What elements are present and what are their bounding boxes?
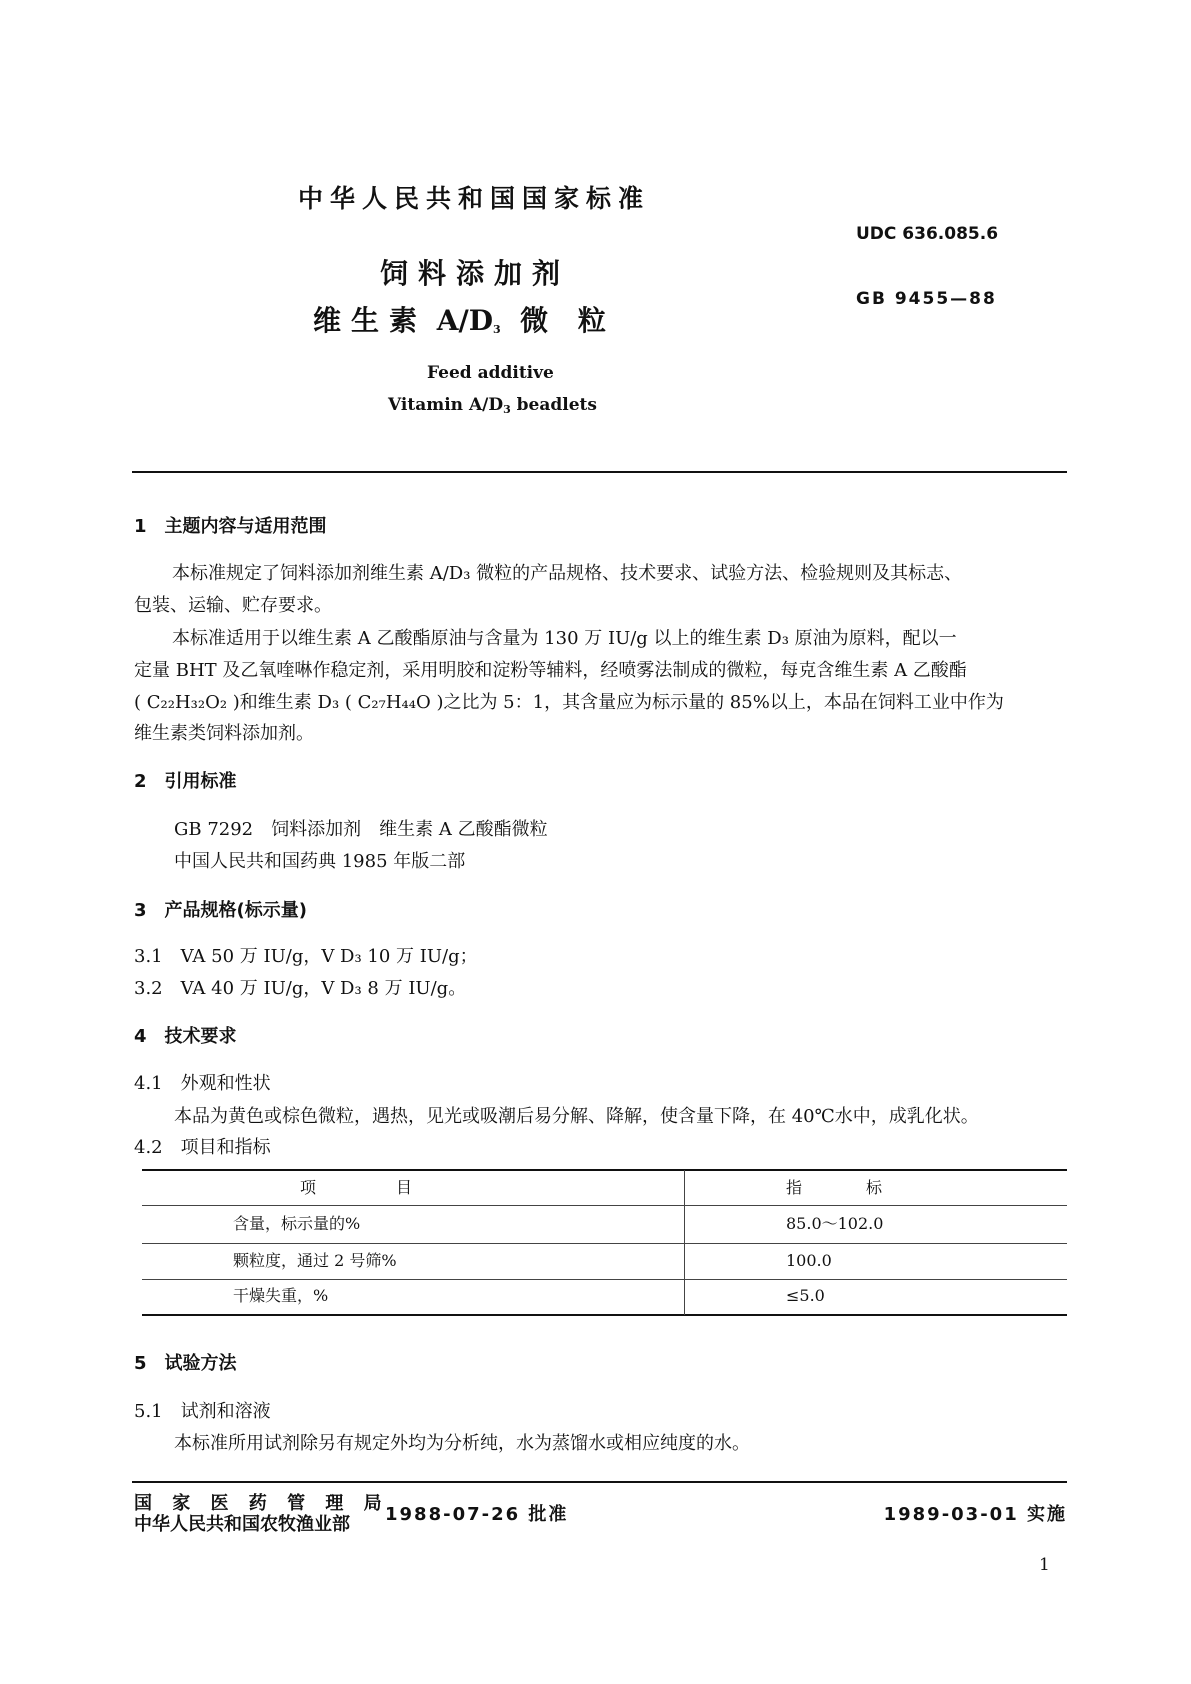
table-header: 指 标 bbox=[786, 1178, 883, 1197]
s3-line: 3.1 VA 50 万 IU/g，V D₃ 10 万 IU/g； bbox=[134, 946, 478, 967]
en-post: beadlets bbox=[510, 395, 597, 415]
s1-line: 本标准规定了饲料添加剂维生素 A/D₃ 微粒的产品规格、技术要求、试验方法、检验规则及其标志、 bbox=[172, 563, 963, 584]
table-cell: 颗粒度，通过 2 号筛% bbox=[233, 1251, 397, 1270]
s2-line: 中国人民共和国药典 1985 年版二部 bbox=[174, 851, 466, 872]
table-cell: 含量，标示量的% bbox=[233, 1214, 361, 1233]
table-bottom-rule bbox=[142, 1314, 1067, 1316]
s41-title: 4.1 外观和性状 bbox=[134, 1073, 271, 1094]
effective-date: 1989-03-01 实施 bbox=[883, 1504, 1067, 1525]
s1-line: 本标准适用于以维生素 A 乙酸酯原油与含量为 130 万 IU/g 以上的维生素 D₃ 原油为原料，配以一 bbox=[172, 628, 957, 649]
s1-line: 维生素类饲料添加剂。 bbox=[134, 723, 314, 744]
section-1-title: 1 主题内容与适用范围 bbox=[134, 516, 327, 537]
s1-line: 定量 BHT 及乙氧喹啉作稳定剂，采用明胶和淀粉等辅料，经喷雾法制成的微粒，每克含维生素 A 乙酸酯 bbox=[134, 660, 967, 681]
en-title-1: Feed additive bbox=[427, 363, 554, 383]
table-header: 项 目 bbox=[300, 1178, 413, 1197]
table-divider bbox=[684, 1170, 685, 1315]
table-top-rule bbox=[142, 1169, 1067, 1171]
standard-org: 中华人民共和国国家标准 bbox=[298, 184, 651, 213]
s2-line: GB 7292 饲料添加剂 维生素 A 乙酸酯微粒 bbox=[174, 819, 548, 840]
gb-code: GB 9455—88 bbox=[856, 289, 997, 309]
en-title-2 bbox=[388, 397, 597, 415]
udc-code: UDC 636.085.6 bbox=[856, 224, 999, 244]
s1-line: 包装、运输、贮存要求。 bbox=[134, 595, 332, 616]
footer-rule bbox=[132, 1481, 1067, 1483]
s42-title: 4.2 项目和指标 bbox=[134, 1137, 271, 1158]
approval-date: 1988-07-26 批准 bbox=[385, 1504, 569, 1525]
en-pre: Vitamin A/D bbox=[388, 395, 504, 415]
top-rule bbox=[132, 471, 1067, 473]
title-zh: 维生素 bbox=[313, 304, 428, 337]
s51-text: 本标准所用试剂除另有规定外均为分析纯，水为蒸馏水或相应纯度的水。 bbox=[174, 1433, 750, 1454]
formula-sub: 3 bbox=[493, 323, 501, 336]
issuer-1: 国 家 医 药 管 理 局 bbox=[134, 1493, 389, 1514]
section-5-title: 5 试验方法 bbox=[134, 1353, 237, 1374]
title-line-2 bbox=[313, 304, 616, 337]
table-cell: 85.0～102.0 bbox=[786, 1214, 884, 1233]
en-sub: 3 bbox=[503, 403, 511, 416]
table-rule bbox=[142, 1243, 1067, 1244]
formula: A/D bbox=[436, 304, 493, 337]
s1-line: ( C₂₂H₃₂O₂ )和维生素 D₃ ( C₂₇H₄₄O )之比为 5：1，其含量应为标示量的 85%以上，本品在饲料工业中作为 bbox=[134, 692, 1004, 713]
table-cell: 干燥失重，% bbox=[233, 1286, 329, 1305]
issuer-2: 中华人民共和国农牧渔业部 bbox=[134, 1514, 350, 1535]
table-cell: ≤5.0 bbox=[786, 1286, 825, 1305]
title-line-1: 饲料添加剂 bbox=[380, 257, 571, 290]
title-formula bbox=[437, 304, 501, 337]
section-2-title: 2 引用标准 bbox=[134, 771, 237, 792]
table-rule bbox=[142, 1279, 1067, 1280]
table-cell: 100.0 bbox=[786, 1251, 832, 1270]
s3-line: 3.2 VA 40 万 IU/g，V D₃ 8 万 IU/g。 bbox=[134, 978, 467, 999]
section-3-title: 3 产品规格(标示量) bbox=[134, 900, 307, 921]
section-4-title: 4 技术要求 bbox=[134, 1026, 237, 1047]
page-number: 1 bbox=[1039, 1555, 1050, 1575]
s51-title: 5.1 试剂和溶液 bbox=[134, 1401, 271, 1422]
table-rule bbox=[142, 1205, 1067, 1206]
s41-text: 本品为黄色或棕色微粒，遇热，见光或吸潮后易分解、降解，使含量下降，在 40℃水中，成乳化状。 bbox=[174, 1106, 979, 1127]
title-zh-end: 微 粒 bbox=[520, 304, 616, 337]
